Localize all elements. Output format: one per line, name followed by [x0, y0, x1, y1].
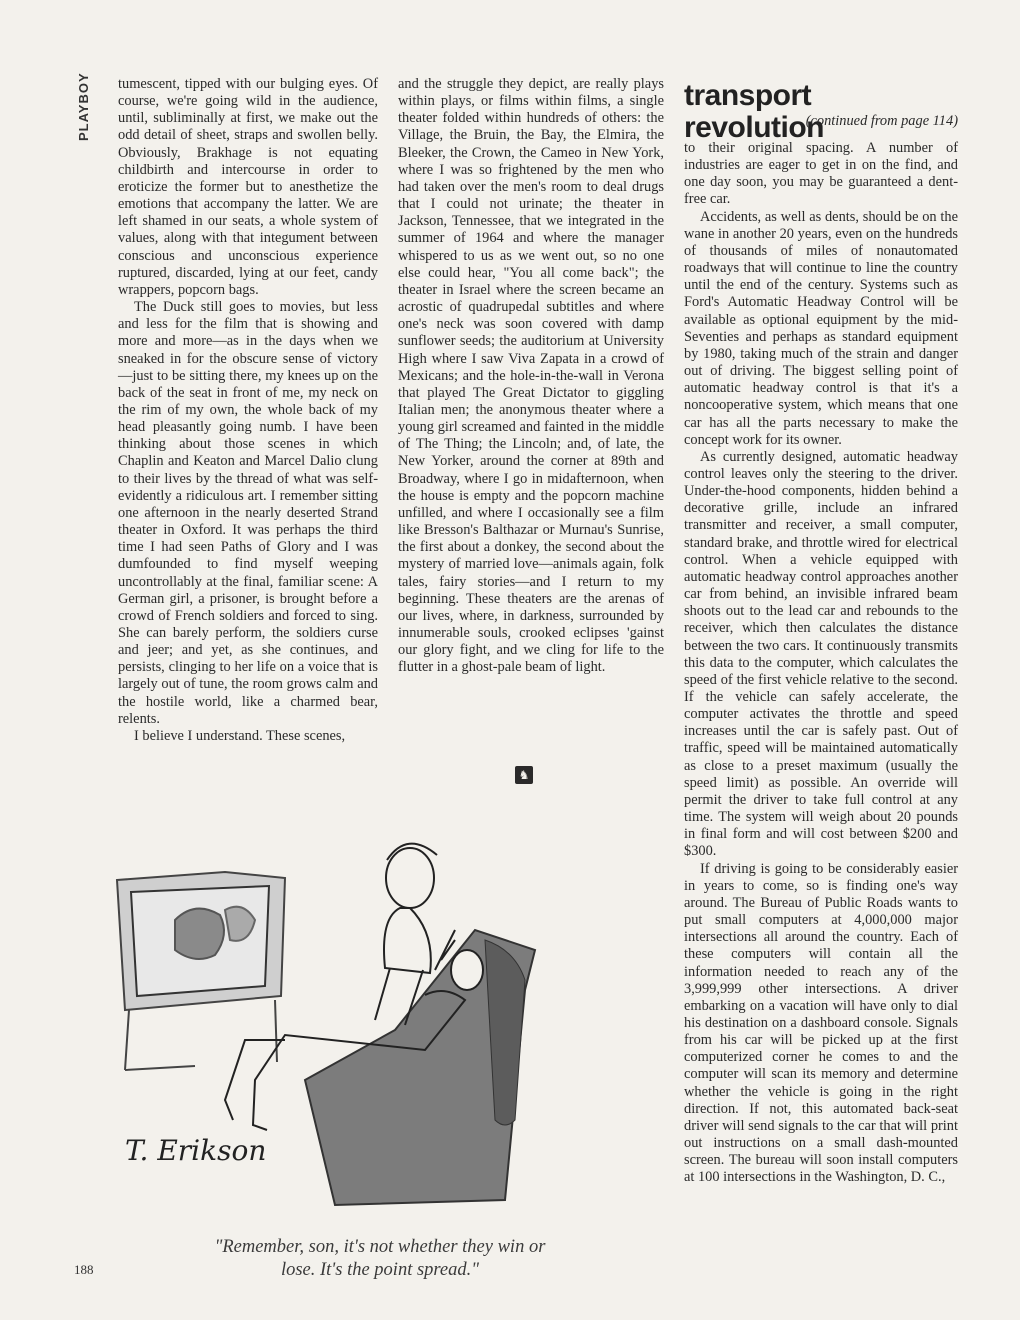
paragraph: As currently designed, automatic headway control leaves only the steering to the driver. Under-the-hood components, hidden behind a decorative grille, include an infrared transmitter and receiver, a small computer, standard brake, and throttle wired for electrical control. When a vehicle equipped with automatic headway control approaches another car from behind, an invisible infrared beam shoots out to the lead car and rebounds to the receiver, which then calculates the distance between the two cars. It continuously transmits this data to the computer, which calculates the speed of the first vehicle relative to the second. If the vehicle can safely accelerate, the computer activates the throttle and speed increases until the car is safely past. Out of traffic, speed will be maintained automatically as close to a preset maximum (usually the speed limit) as possible. An override will permit the driver to take full control at any time. The system will weigh about 20 pounds in final form and will cost between $200 and $300.: [684, 448, 958, 860]
article-column-2: [398, 76, 664, 676]
magazine-brand: PLAYBOY: [76, 72, 91, 141]
article-column-1: [118, 76, 378, 745]
paragraph: I believe I understand. These scenes,: [134, 727, 346, 744]
cartoon-caption: [150, 1236, 610, 1282]
caption-line-2: lose. It's the point spread.": [280, 1260, 480, 1280]
article-column-3: [684, 140, 958, 1187]
caption-line-1: "Remember, son, it's not whether they win or: [214, 1237, 546, 1257]
article-headline: transport revolution: [684, 79, 825, 144]
end-of-article-mark: ♞: [515, 766, 533, 784]
paragraph: If driving is going to be considerably easier in years to come, so is finding one's way around. The Bureau of Public Roads wants to put small computers at 4,000,000 major intersections all around the country. Each of these computers will contain all the information needed to reach any of the 3,999,999 other intersections. A driver embarking on a vacation will have only to dial his destination on a dashboard console. Signals from his car will be picked up at the first computerized corner he comes to and the computer will scan its memory and determine whether the vehicle is going in the right direction. If not, this automated back-seat driver will send signals to the car that will print out instructions on a small dash-mounted screen. The bureau will soon install computers at 100 intersections in the Washington, D. C.,: [684, 860, 958, 1186]
paragraph: Accidents, as well as dents, should be on the wane in another 20 years, even on the hundreds of thousands of miles of nonautomated roadways that will continue to line the country until the end of the century. Systems such as Ford's Automatic Headway Control will be available as optional equipment by the mid-Seventies and perhaps as standard equipment by 1980, taking much of the strain and danger out of driving. The biggest selling point of automatic headway control is that it's a noncooperative system, which means that one car has all the parts necessary to make the concept work for its owner.: [684, 208, 958, 448]
cartoonist-signature: T. Erikson: [125, 1134, 267, 1167]
cartoon-illustration: [105, 820, 665, 1220]
continued-note: (continued from page 114): [805, 113, 958, 129]
paragraph: and the struggle they depict, are really plays within plays, or films within films, a single theater folded within hundreds of others: the Village, the Bruin, the Bay, the Elmira, the Bleeker, the Crown, the Cameo in New York, where I was so frightened by the men who had taken over the men's room to deal drugs that I could not urinate; the theater in Jackson, Tennessee, that we integrated in the summer of 1964 and where the manager whispered to us as we went out, so no one else could hear, "You all come back"; the theater in Israel where the screen became an acrostic of quadrupedal subtitles and where one's neck was soon covered with damp sunflower seeds; the auditorium at University High where I saw Viva Zapata in a crowd of Mexicans; and the hole-in-the-wall in Verona that played The Great Dictator to giggling Italian men; the anonymous theater where a young girl screamed and fainted in the middle of The Thing; the Lincoln; and, of late, the New Yorker, around the corner at 89th and Broadway, where I go in midafternoon, when the house is empty and the popcorn machine unfilled, and where I occasionally see a film like Bresson's Balthazar or Murnau's Sunrise, the first about a donkey, the second about the mystery of married love—animals again, folk tales, fairy stories—and I return to my beginning. These theaters are the arenas of our lives, where, in darkness, surrounded by innumerable souls, crooked eclipses 'gainst our glory fight, and we cling for life to the flutter in a ghost-pale beam of light.: [398, 76, 664, 676]
paragraph: tumescent, tipped with our bulging eyes. Of course, we're going wild in the audience, until, subliminally at first, we make out the odd detail of sheet, straps and swollen belly. Obviously, Brakhage is not equating childbirth and intercourse in order to eroticize the former but to anesthetize the emotions that accompany the latter. We are left shamed in our seats, a whole system of values, along with that integument between conscious and unconscious experience ruptured, discarded, lying at our feet, candy wrappers, popcorn bags.: [118, 76, 378, 298]
paragraph: to their original spacing. A number of industries are eager to get in on the find, and one day soon, you may be guaranteed a dent-free car.: [684, 140, 958, 208]
page-number: 188: [74, 1262, 94, 1277]
paragraph: The Duck still goes to movies, but less and less for the film that is showing and more and more—as in the days when we sneaked in for the obscure sense of victory—just to be sitting there, my knees up on the back of the seat in front of me, my neck on the rim of my own, the whole back of my head pleasantly going numb. I have been thinking about those scenes in which Chaplin and Keaton and Marcel Dalio clung to their lives by the thread of what was self-evidently a ridiculous art. I remember sitting one afternoon in the nearly deserted Strand theater in Oxford. It was perhaps the third time I had seen Paths of Glory and I was dumfounded to find myself weeping uncontrollably at the final, familiar scene: A German girl, a prisoner, is brought before a crowd of French soldiers and forced to sing. She can barely perform, the soldiers curse and jeer; and yet, as she continues, and persists, clinging to her life on a voice that is largely out of tune, the room grows calm and the hostile world, like a charmed bear, relents.: [118, 299, 378, 727]
